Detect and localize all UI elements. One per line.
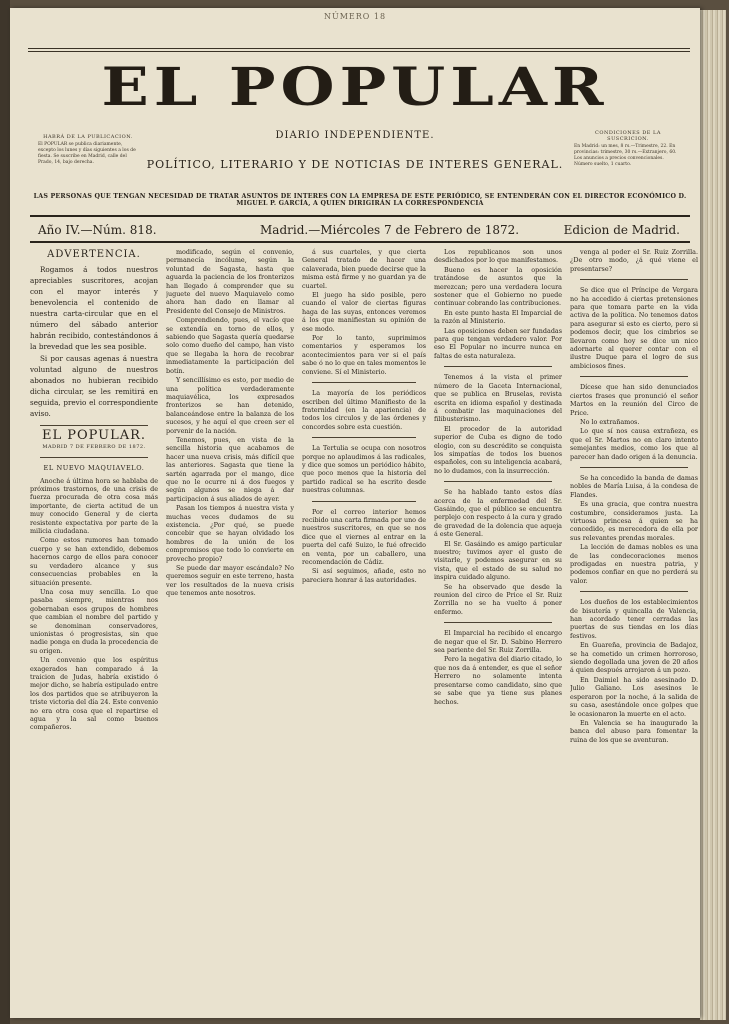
right-corner-box: [574, 130, 682, 168]
issue-date: Madrid.—Miércoles 7 de Febrero de 1872.: [260, 223, 520, 237]
paragraph: El Sr. Gasáindo es amigo particular nuestro; tuvimos ayer el gusto de visitarle, y podemos asegurar en su vista, que el estado de su salud no inspira cuidado alguno.: [434, 539, 562, 582]
issue-number: Año IV.—Núm. 818.: [38, 223, 157, 237]
paragraph: Se ha concedido la banda de damas nobles de María Luisa, á la condesa de Flandes.: [570, 473, 698, 499]
masthead-tagline: POLÍTICO, LITERARIO Y DE NOTICIAS DE INTERES GENERAL.: [146, 158, 564, 171]
divider: [40, 457, 148, 458]
top-rule-2: [28, 51, 690, 52]
paragraph: Pero la negativa del diario citado, lo que nos da á entender, es que el señor Herrero no solamente intenta presentarse como candidato, sino que se sabe que ya tiene sus planes hechos.: [434, 655, 562, 706]
paragraph: Se ha observado que desde la reunion del circo de Price el Sr. Ruiz Zorrilla no se ha vuelto á poner enfermo.: [434, 582, 562, 616]
paragraph: El juego ha sido posible, pero cuando el valor de ciertas figuras haga de las suyas, entonces veremos á los que manifiestan su opinión de ese modo.: [302, 291, 426, 333]
paragraph: Por lo tanto, suprimimos comentarios y esperamos los acontecimientos para ver si el país sabe ó no lo que en tales momentos le conviene. Sí el Ministerio.: [302, 334, 426, 376]
divider: [444, 366, 552, 367]
paragraph: Se puede dar mayor escándalo? No queremos seguir en este terreno, hasta ver los resultados de la nueva crisis que tenemos ante nosotros.: [166, 564, 294, 598]
folio-number: NÚMERO 18: [323, 12, 387, 21]
column-3: [302, 248, 426, 1018]
paragraph: En este punto hasta El Imparcial de la razón al Ministerio.: [434, 308, 562, 326]
paragraph: No lo extrañamos.: [580, 417, 640, 426]
paragraph: Es una gracia, que contra nuestra costumbre, consideramos justa. La virtuosa princesa á quien se ha concedido, es merecedora de ella por sus relevantes prendas morales.: [570, 500, 698, 542]
left-corner-text: El POPULAR se publica diariamente, excepto los lunes y días siguientes a los de fiesta. Se suscribe en Madrid, calle del Prado, 14, bajo derecha.: [38, 142, 136, 165]
paragraph: Como estos rumores han tomado cuerpo y se han extendido, debemos hacernos cargo de ellos para conocer su verdadero alcance y sus consecuencias probables en la situación presente.: [30, 536, 158, 587]
dateline-bar: [30, 215, 690, 243]
paragraph: Si así seguimos, añade, esto no pareciera honrar á las autoridades.: [302, 567, 426, 584]
advert-heading: ADVERTENCIA.: [47, 249, 141, 260]
paragraph: Dícese que han sido denunciados ciertos frases que pronunció el señor Martos en la reunión del Circo de Price.: [570, 383, 698, 417]
divider: [312, 437, 416, 438]
paragraph: venga al poder el Sr. Ruiz Zorrilla. ¿De otro modo, ¿á qué viene el presentarse?: [570, 248, 698, 273]
paragraph: Lo que sí nos causa extrañeza, es que el Sr. Martos no en claro intento semejantes medios, como los que al parecer han dado origen á la denuncia.: [570, 427, 698, 461]
right-corner-text: En Madrid: un mes, 8 rs.—Trimestre, 22. En provincias: trimestre, 30 rs.—Extranjero, 60. Los anuncios a precios convencionales. Número suelto, 1 cuarto.: [574, 144, 677, 167]
paragraph: Un convenio que los espíritus exagerados han comparado á la traicion de Judas, habría existido ó mejor dicho, se habría estipulado entre los dos partidos que se atribuyeron la triste victoria del día 24. Este convenio no era otra cosa que el repartirse el agua y la sal como buenos compañeros.: [30, 656, 158, 732]
divider: [580, 467, 688, 468]
paragraph: En Valencia se ha inaugurado la banca del abuso para fomentar la ruina de los que se aventuran.: [570, 718, 698, 744]
advert-text-2: Si por causas agenas á nuestra voluntad alguno de nuestros abonados no hubieran recibido dicha circular, se les remitirá en seguida, previo el correspondiente aviso.: [30, 354, 158, 419]
paragraph: Tenemos, pues, en vista de la sencilla historia que acabamos de hacer una nueva crisis, más difícil que las anteriores. Sagasta que tiene la sartén agarrada por el mango, dice que no le ocurre ni á dos fuegos y según algunos se niega á dar participacion á sus aliados de ayer.: [166, 435, 294, 503]
paragraph: Bueno es hacer la oposición tratándose de asuntos que la merezcan; pero una verdadera locura sostener que el Gobierno no puede continuar cobrando las contribuciones.: [434, 265, 562, 308]
edition-label: Edicion de Madrid.: [563, 223, 680, 237]
paragraph: En Daimiel ha sido asesinado D. Julio Galiano. Los asesinos le esperaron por la noche, á la salida de su casa, asestándole once golpes que le ocasionaron la muerte en el acto.: [570, 675, 698, 718]
paragraph: Anoche á última hora se hablaba de próximos trastornos, de una crisis de fuerza procurada de otra cosa más importante, de cierta actitud de un muy conocido General y de cierta resistente expectativa por parte de la milicia ciudadana.: [30, 476, 158, 536]
paragraph: El procedor de la autoridad superior de Cuba es digno de todo elogio, con su descrédito se conquista los simpatías de todos los buenos españoles, con su inteligencia acabará, no lo dudamos, con la insurrección.: [434, 424, 562, 475]
paragraph: Comprendiendo, pues, el vacío que se extendía en torno de ellos, y sabiendo que Sagasta quería quedarse solo como dueño del campo, han visto que se llegaba la hora de recobrar inmediatamente la participación del botín.: [166, 316, 294, 375]
left-corner-heading: HABRÁ DE LA PUBLICACION.: [43, 134, 133, 140]
divider: [580, 591, 688, 592]
column-5: [570, 248, 698, 1018]
divider: [40, 425, 148, 426]
paragraph: Los dueños de los establecimientos de bisutería y quincalla de Valencia, han acordado tener cerradas las puertas de sus tiendas en los días festivos.: [570, 598, 698, 640]
paper-title: EL POPULAR.: [41, 428, 147, 444]
binding-spine: [0, 0, 10, 1024]
divider: [444, 481, 552, 482]
page-edge-stack: [700, 10, 726, 1020]
paragraph: Por el correo interior hemos recibido una carta firmada por uno de nuestros suscritores, en que se nos dice que el viernes al entrar en la puerta del café Suizo, le fué ofrecido en venta, por un caballero, una recomendación de Cádiz.: [302, 507, 426, 566]
paragraph: En Guareña, provincia de Badajoz, se ha cometido un crimen horroroso, siendo degollada una joven de 20 años á quien después arrojaron á un pozo.: [570, 641, 698, 675]
article-title: EL NUEVO MAQUIAVELO.: [43, 464, 145, 473]
article-columns: [30, 248, 700, 1018]
paragraph: á sus cuarteles, y que cierta General tratado de hacer una calaverada, bien puede decirse que la misma está firme y no guardan ya de cuartel.: [302, 248, 426, 290]
left-corner-box: [38, 134, 138, 166]
column-4: [434, 248, 562, 1018]
masthead-title: EL POPULAR: [101, 55, 609, 118]
divider: [444, 622, 552, 623]
paragraph: La mayoría de los periódicos escriben del último Manifiesto de la fraternidad (en la apariencia) de todos los circulos y de las órdenes y concordes sobre esta cuestión.: [302, 389, 426, 431]
right-corner-heading: CONDICIONES DE LA SUSCRICION.: [595, 130, 661, 142]
column-2: [166, 248, 294, 1018]
paragraph: Se ha hablado tanto estos días acerca de la enfermedad del Sr. Gasáindo, que el público se encuentra perplejo con respecto á la cura y grado de gravedad de la dolencia que aqueja á este General.: [434, 488, 562, 539]
paragraph: Se dice que el Príncipe de Vergara no ha accedido á ciertas pretensiones para que tomara parte en la vida activa de la política. No tenemos datos para asegurar si esto es cierto, pero si podemos decir, que los cimbrios se llevaron como hoy se dice un nico adornarte al querer contar con el ilustre Duque para el logro de sus ambiciosos fines.: [570, 286, 698, 370]
paragraph: Una cosa muy sencilla. Lo que pasaba siempre, mientras nos gobernaban esos grupos de hombres que cambian el nombre del partido y se denominan conservadores, unionistas ó progresistas, sin que nadie ponga en duda la procedencia de su origen.: [30, 587, 158, 655]
paragraph: La lección de damas nobles es una de las condecoraciones menos prodigadas en nuestra patria, y podemos confiar en que no perderá su valor.: [570, 543, 698, 585]
advert-text: Rogamos á todos nuestros apreciables suscritores, acojan con el mayor interés y benevolencia el contenido de nuestra carta-circular que en el número del sábado anterior habrán recibido, contestándonos á la brevedad que les sea posible.: [30, 265, 158, 352]
paper-date: MADRID 7 DE FEBRERO DE 1872.: [42, 443, 146, 450]
divider: [580, 376, 688, 377]
top-rule: [28, 48, 690, 49]
paragraph: Las oposiciones deben ser fundadas para que tengan verdadero valor. Por eso El Popular no incurre nunca en faltas de esta naturaleza.: [434, 326, 562, 360]
paragraph: Los republicanos son unos desdichados por lo que manifestamos.: [434, 248, 562, 265]
paragraph: Pasan los tiempos á nuestra vista y muchas veces dudamos de su existencia. ¿Por qué, se puede concebir que se hayan olvidado los hombres de la unión de los compromisos que todo lo convierte en provecho propio?: [166, 504, 294, 563]
divider: [312, 501, 416, 502]
paragraph: Tenemos á la vista el primer número de la Gaceta Internacional, que se publica en Bruselas, revista escrita en idioma español y destinada á combatir las maquinaciones del filibusterismo.: [434, 373, 562, 424]
paragraph: modificado, según el convenio, permanecía incólume, según la voluntad de Sagasta, hasta que aguarda la paciencia de los fronterizos han llegado á comprender que su juguete del nuevo Maquiavelo como ahora han dado en llamar al Presidente del Consejo de Ministros.: [166, 248, 294, 315]
column-1: [30, 248, 158, 1018]
paragraph: Y sencillísimo es esto, por medio de una política verdaderamente maquiavélica, los expresados fronterizos se han detenido, balanceándose entre la balanza de los sucesos, y he aquí el que creen ser el porvenir de la nación.: [166, 376, 294, 435]
paragraph: La Tertulia se ocupa con nosotros porque no aplaudimos á las radicales, y dice que somos un periódico hábito, que poco menos que la historia del partido radical se ha escrito desde nuestras columnas.: [302, 444, 426, 495]
paragraph: El Imparcial ha recibido el encargo de negar que el Sr. D. Sabino Herrero sea pariente del Sr. Ruiz Zorrilla.: [434, 629, 562, 655]
newspaper-page[interactable]: [10, 8, 700, 1018]
correspondence-notice: LAS PERSONAS QUE TENGAN NECESIDAD DE TRATAR ASUNTOS DE INTERES CON LA EMPRESA DE ESTE PERIÓDICO, SE ENTENDERÁN CON EL DIRECTOR ECONÓMICO D. MIGUEL P. GARCÍA, A QUIEN DIRIGIRÁN LA CORRESPONDENCIA: [33, 193, 687, 207]
masthead-subtitle: DIARIO INDEPENDIENTE.: [275, 130, 435, 141]
divider: [312, 382, 416, 383]
divider: [580, 279, 688, 280]
